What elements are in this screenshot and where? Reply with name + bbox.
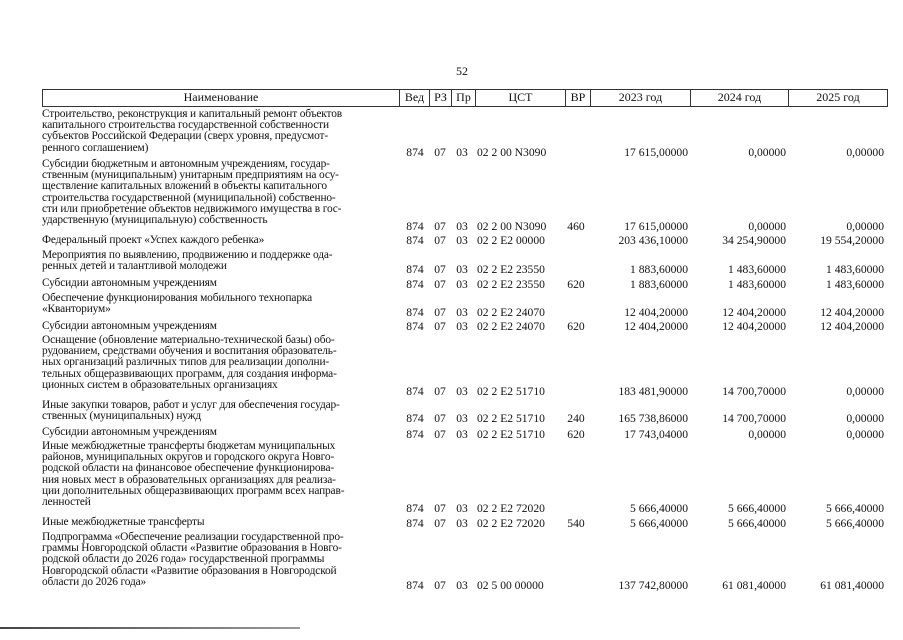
cell-pr: 03 (456, 385, 468, 398)
row-name-line: Федеральный проект «Успех каждого ребенка» (42, 234, 265, 246)
row-name-line: Иные межбюджетные трансферты (42, 516, 205, 528)
row-name-line: Субсидии автономным учреждениям (42, 426, 217, 438)
cell-ved: 874 (406, 234, 424, 247)
row-name-line: граммы Новгородской области «Развитие образования в Новго- (42, 542, 342, 555)
header-pr: Пр (451, 89, 475, 106)
row-name-line: ции дополнительных общеразвивающих программ всех направ- (42, 484, 345, 497)
cell-vr: 620 (567, 278, 585, 291)
cell-cst: 02 2 E2 23550 (477, 263, 545, 276)
cell-cst: 02 2 E2 51710 (477, 412, 545, 425)
cell-pr: 03 (456, 320, 468, 333)
header-2025: 2025 год (788, 89, 888, 106)
cell-pr: 03 (456, 428, 468, 441)
cell-2023: 17 743,04000 (624, 428, 688, 441)
row-name (42, 532, 397, 588)
row-name-line: ренных детей и талантливой молодежи (42, 260, 227, 273)
cell-pr: 03 (456, 263, 468, 276)
row-name-line: Иные межбюджетные трансферты бюджетам муниципальных (42, 440, 336, 452)
cell-pr: 03 (456, 220, 468, 233)
cell-pr: 03 (456, 306, 468, 319)
cell-ved: 874 (406, 385, 424, 398)
header-bottom-border (42, 106, 888, 107)
cell-ved: 874 (406, 502, 424, 515)
row-name-line: субъектов Российской Федерации (сверх уровня, предусмот- (42, 130, 328, 143)
cell-2023: 1 883,60000 (630, 263, 688, 276)
row-name-line: ударственную (муниципальную) собственность (42, 214, 268, 227)
row-name (42, 250, 397, 272)
cell-rz: 07 (434, 220, 446, 233)
row-name-line: Субсидии автономным учреждениям (42, 320, 217, 332)
cell-2023: 1 883,60000 (630, 278, 688, 291)
cell-2024: 34 254,90000 (722, 234, 786, 247)
cell-2023: 137 742,80000 (618, 579, 688, 592)
cell-pr: 03 (456, 234, 468, 247)
row-name (42, 335, 397, 391)
header-cells (0, 89, 903, 106)
row-name-line: Мероприятия по выявлению, продвижению и поддержке ода- (42, 249, 333, 261)
cell-cst: 02 2 E2 51710 (477, 385, 545, 398)
row-name-line: ществление капитальных вложений в объекты капитального (42, 180, 327, 193)
cell-rz: 07 (434, 278, 446, 291)
cell-2023: 17 615,00000 (624, 220, 688, 233)
row-name (42, 321, 397, 332)
cell-vr: 620 (567, 428, 585, 441)
row-name (42, 109, 397, 154)
cell-cst: 02 2 E2 72020 (477, 517, 545, 530)
row-name-line: ционных систем в образовательных организациях (42, 378, 278, 391)
row-name-line: Обеспечение функционирования мобильного технопарка (42, 292, 312, 304)
row-name-line: строительства государственной (муниципальной) собственно- (42, 191, 336, 204)
cell-cst: 02 2 00 N3090 (477, 220, 547, 233)
cell-rz: 07 (434, 412, 446, 425)
row-name (42, 517, 397, 528)
header-name: Наименование (42, 89, 399, 106)
row-name-line: Строительство, реконструкция и капитальный ремонт объектов (42, 108, 342, 120)
cell-2023: 5 666,40000 (630, 517, 688, 530)
footer-rule (0, 627, 300, 629)
cell-ved: 874 (406, 278, 424, 291)
cell-2025: 0,00000 (846, 412, 884, 425)
cell-2025: 12 404,20000 (820, 320, 884, 333)
cell-2025: 0,00000 (846, 146, 884, 159)
row-name-line: ния новых мест в образовательных организациях для реализа- (42, 473, 336, 486)
cell-rz: 07 (434, 517, 446, 530)
row-name-line: ных организаций различных типов для реализации дополни- (42, 356, 330, 369)
row-name-line: Подпрограмма «Обеспечение реализации государственной про- (42, 531, 344, 543)
cell-rz: 07 (434, 306, 446, 319)
cell-vr: 240 (567, 412, 585, 425)
cell-2025: 19 554,20000 (820, 234, 884, 247)
cell-cst: 02 2 E2 51710 (477, 428, 545, 441)
row-name (42, 278, 397, 289)
cell-pr: 03 (456, 146, 468, 159)
row-name-line: Субсидии бюджетным и автономным учреждениям, государ- (42, 158, 330, 170)
cell-ved: 874 (406, 306, 424, 319)
cell-2023: 12 404,20000 (624, 306, 688, 319)
cell-rz: 07 (434, 320, 446, 333)
cell-2025: 0,00000 (846, 385, 884, 398)
cell-cst: 02 2 E2 00000 (477, 234, 545, 247)
cell-rz: 07 (434, 385, 446, 398)
row-name-line: ственным (муниципальным) унитарным предприятиям на осу- (42, 169, 339, 182)
page-number: 52 (456, 64, 468, 78)
row-name (42, 400, 397, 422)
cell-vr: 620 (567, 320, 585, 333)
row-name (42, 427, 397, 438)
cell-rz: 07 (434, 579, 446, 592)
cell-rz: 07 (434, 234, 446, 247)
cell-vr: 460 (567, 220, 585, 233)
cell-ved: 874 (406, 428, 424, 441)
cell-2024: 14 700,70000 (722, 412, 786, 425)
cell-2025: 61 081,40000 (820, 579, 884, 592)
cell-2023: 203 436,10000 (618, 234, 688, 247)
row-name-line: Субсидии автономным учреждениям (42, 277, 217, 289)
row-name-line: ленностей (42, 496, 91, 509)
row-name-line: сти или приобретение объектов недвижимого имущества в гос- (42, 202, 342, 215)
cell-rz: 07 (434, 428, 446, 441)
row-name-line: области до 2026 года» (42, 575, 147, 588)
row-name-line: ственных (муниципальных) нужд (42, 410, 202, 423)
cell-ved: 874 (406, 320, 424, 333)
cell-pr: 03 (456, 412, 468, 425)
cell-ved: 874 (406, 412, 424, 425)
cell-2024: 0,00000 (748, 428, 786, 441)
cell-2025: 1 483,60000 (826, 278, 884, 291)
row-name-line: рудованием, средствами обучения и воспитания образователь- (42, 345, 337, 358)
header-cst: ЦСТ (475, 89, 565, 106)
cell-pr: 03 (456, 502, 468, 515)
cell-2023: 5 666,40000 (630, 502, 688, 515)
cell-cst: 02 2 E2 24070 (477, 306, 545, 319)
cell-rz: 07 (434, 502, 446, 515)
header-vr: ВР (565, 89, 590, 106)
cell-2025: 0,00000 (846, 220, 884, 233)
cell-ved: 874 (406, 263, 424, 276)
cell-rz: 07 (434, 263, 446, 276)
cell-2024: 12 404,20000 (722, 320, 786, 333)
cell-2024: 5 666,40000 (728, 502, 786, 515)
cell-2024: 12 404,20000 (722, 306, 786, 319)
row-name-line: Новгородской области «Развитие образования в Новгородской (42, 564, 337, 577)
cell-2025: 1 483,60000 (826, 263, 884, 276)
row-name-line: ренного соглашением) (42, 141, 149, 154)
row-name-line: районов, муниципальных округов и городского округа Новго- (42, 451, 335, 464)
cell-2025: 5 666,40000 (826, 517, 884, 530)
row-name-line: «Кванториум» (42, 303, 111, 316)
cell-2023: 183 481,90000 (618, 385, 688, 398)
cell-pr: 03 (456, 517, 468, 530)
cell-pr: 03 (456, 579, 468, 592)
cell-2025: 0,00000 (846, 428, 884, 441)
cell-cst: 02 2 E2 24070 (477, 320, 545, 333)
row-name-line: тельных общеразвивающих программ, для создания информа- (42, 367, 337, 380)
cell-ved: 874 (406, 579, 424, 592)
cell-2024: 1 483,60000 (728, 278, 786, 291)
cell-2024: 61 081,40000 (722, 579, 786, 592)
row-name-line: Иные закупки товаров, работ и услуг для обеспечения государ- (42, 399, 340, 411)
cell-2023: 17 615,00000 (624, 146, 688, 159)
header-rz: РЗ (429, 89, 451, 106)
cell-2025: 12 404,20000 (820, 306, 884, 319)
row-name-line: капитального строительства государственной собственности (42, 119, 329, 132)
row-name-line: родской области до 2026 года» государственной программы (42, 553, 325, 566)
cell-2024: 0,00000 (748, 146, 786, 159)
cell-2023: 12 404,20000 (624, 320, 688, 333)
cell-ved: 874 (406, 146, 424, 159)
cell-2024: 1 483,60000 (728, 263, 786, 276)
cell-rz: 07 (434, 146, 446, 159)
cell-2024: 14 700,70000 (722, 385, 786, 398)
cell-2023: 165 738,86000 (618, 412, 688, 425)
row-name (42, 293, 397, 315)
cell-cst: 02 2 E2 23550 (477, 278, 545, 291)
header-2024: 2024 год (690, 89, 788, 106)
header-2023: 2023 год (590, 89, 690, 106)
cell-2024: 5 666,40000 (728, 517, 786, 530)
row-name (42, 235, 397, 246)
row-name-line: родской области на финансовое обеспечение функционирова- (42, 462, 334, 475)
cell-pr: 03 (456, 278, 468, 291)
cell-cst: 02 2 00 N3090 (477, 146, 547, 159)
cell-2025: 5 666,40000 (826, 502, 884, 515)
row-name (42, 441, 397, 508)
row-name-line: Оснащение (обновление материально-технической базы) обо- (42, 334, 335, 346)
header-ved: Вед (399, 89, 429, 106)
cell-ved: 874 (406, 517, 424, 530)
row-name (42, 159, 397, 226)
cell-vr: 540 (567, 517, 585, 530)
cell-cst: 02 5 00 00000 (477, 579, 544, 592)
cell-2024: 0,00000 (748, 220, 786, 233)
cell-cst: 02 2 E2 72020 (477, 502, 545, 515)
cell-ved: 874 (406, 220, 424, 233)
